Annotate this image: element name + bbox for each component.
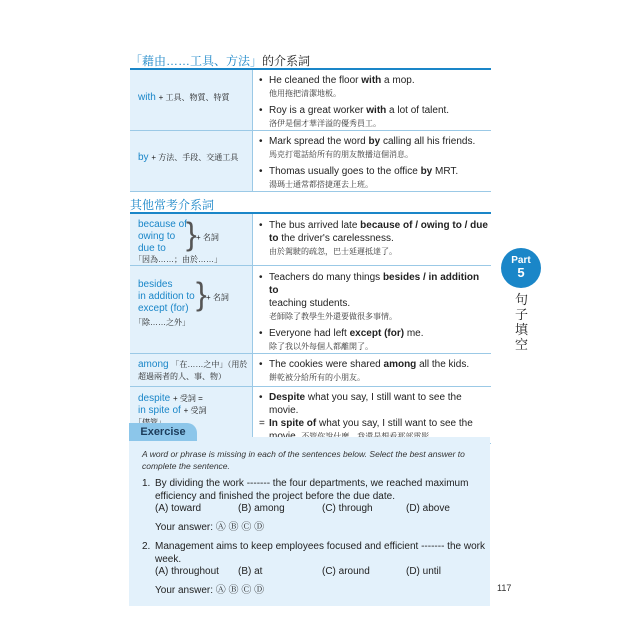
tools-preposition-table <box>130 68 491 192</box>
exercise-instruction: A word or phrase is missing in each of the sentences below. Select the best answer to complete the sentence. <box>142 449 465 471</box>
q1-answer: Your answer: Ⓐ Ⓑ Ⓒ Ⓓ <box>155 522 265 533</box>
besides-meaning: 「除……之外」 <box>134 318 190 327</box>
prep-in-addition-to: in addition to <box>138 291 195 302</box>
prep-because-of: because of <box>138 219 187 230</box>
question-1-text: By dividing the work ------- the four departments, we reached maximum efficiency and finished the project before the due date. <box>155 478 469 502</box>
prep-by: by <box>138 152 149 163</box>
section-title-accent: 「藉由……工具、方法」 <box>130 54 263 68</box>
q1-option-c[interactable]: (C) through <box>322 503 373 514</box>
q2-option-c[interactable]: (C) around <box>322 566 370 577</box>
brace-icon: } <box>186 216 197 252</box>
part-badge: Part 5 <box>501 248 541 288</box>
example-because: • The bus arrived late because of / owing to / due to the driver's carelessness. 由於駕駛的疏忽，巴士延遲抵達了。 <box>259 220 488 256</box>
section-title-rest: 的介系詞 <box>262 54 311 68</box>
prep-besides: besides <box>138 279 173 290</box>
section-title-tools <box>130 52 310 69</box>
table-row-by <box>130 131 491 192</box>
prep-due-to: due to <box>138 243 166 254</box>
prep-with-usage: + 工具、物質、特質 <box>158 93 230 102</box>
q2-option-d[interactable]: (D) until <box>406 566 442 577</box>
example-besides-1: • Teachers do many things besides / in addition to teaching students. 老師除了教學生外還要做很多事情。 <box>259 272 480 321</box>
prep-among: among <box>138 359 169 370</box>
brace-icon: } <box>196 276 207 312</box>
other-preposition-table <box>130 212 491 444</box>
because-meaning: 「因為……；由於……」 <box>134 255 222 264</box>
example-with-1: • He cleaned the floor with a mop. 他用拖把清潔地板。 <box>259 75 415 98</box>
exercise-tab: Exercise <box>129 423 197 441</box>
prep-owing-to: owing to <box>138 231 176 242</box>
prep-except-for: except (for) <box>138 303 189 314</box>
q1-answer-choices[interactable]: Ⓐ Ⓑ Ⓒ Ⓓ <box>215 522 265 533</box>
q1-option-d[interactable]: (D) above <box>406 503 450 514</box>
table-row-despite: despite + 受詞 = in spite of + 受詞 • Despite what you say, I still want to see the movie. = In spite of what you say, I still want to see the <box>130 387 491 444</box>
q2-option-b[interactable]: (B) at <box>238 566 263 577</box>
table-row-with <box>130 69 491 131</box>
prep-in-spite-of: in spite of <box>138 405 181 416</box>
example-by-1: • Mark spread the word by calling all his friends. 馬克打電話給所有的朋友散播這個消息。 <box>259 136 476 159</box>
example-besides-2: • Everyone had left except (for) me. 除了我以外每個人都離開了。 <box>259 328 424 351</box>
page-number: 117 <box>497 583 512 593</box>
table-row-because: because of owing to due to } + 名詞 「因為……；由於……」 • The bus arrived late because of / owing to / due to the driver's carelessness. 由於駕駛的疏忽，巴士延遲抵達了。 <box>130 213 491 266</box>
table-row-among: among 「在……之中」（用於 超過兩者的人、事、物） • The cookies were shared among all the kids. 餅乾被分給所有的小朋友。 <box>130 354 491 387</box>
example-with-2: • Roy is a great worker with a lot of talent. 洛伊是個才華洋溢的優秀員工。 <box>259 105 450 128</box>
table-row-besides: besides in addition to except (for) } + 名詞 「除……之外」 • Teachers do many things besides / in addition to teaching students. 老師除了教學生外還要做很多事情。 • Everyone had left except (for) me. 除了我以外每個人都離開了。 <box>130 266 491 354</box>
example-in-spite-of: = In spite of what you say, I still want to see the <box>259 418 473 429</box>
prep-with: with <box>138 92 156 103</box>
q2-option-a[interactable]: (A) throughout <box>155 566 219 577</box>
q1-option-b[interactable]: (B) among <box>238 503 285 514</box>
question-1-number: 1. <box>142 478 151 489</box>
question-2-text: Management aims to keep employees focused and efficient ------- the work week. <box>155 541 485 565</box>
prep-by-usage: + 方法、手段、交通工具 <box>151 153 239 162</box>
section-title-other: 其他常考介系詞 <box>130 198 215 212</box>
q1-option-a[interactable]: (A) toward <box>155 503 202 514</box>
prep-despite: despite <box>138 393 171 404</box>
question-2-number: 2. <box>142 541 151 552</box>
q2-answer: Your answer: Ⓐ Ⓑ Ⓒ Ⓓ <box>155 585 265 596</box>
example-among: • The cookies were shared among all the kids. 餅乾被分給所有的小朋友。 <box>259 359 470 382</box>
q2-answer-choices[interactable]: Ⓐ Ⓑ Ⓒ Ⓓ <box>215 585 265 596</box>
example-by-2: • Thomas usually goes to the office by MRT. 湯瑪士通常都搭捷運去上班。 <box>259 166 459 189</box>
example-despite: • Despite what you say, I still want to see the movie. <box>259 392 462 416</box>
part-vertical-title: 句子填空 <box>515 292 529 352</box>
